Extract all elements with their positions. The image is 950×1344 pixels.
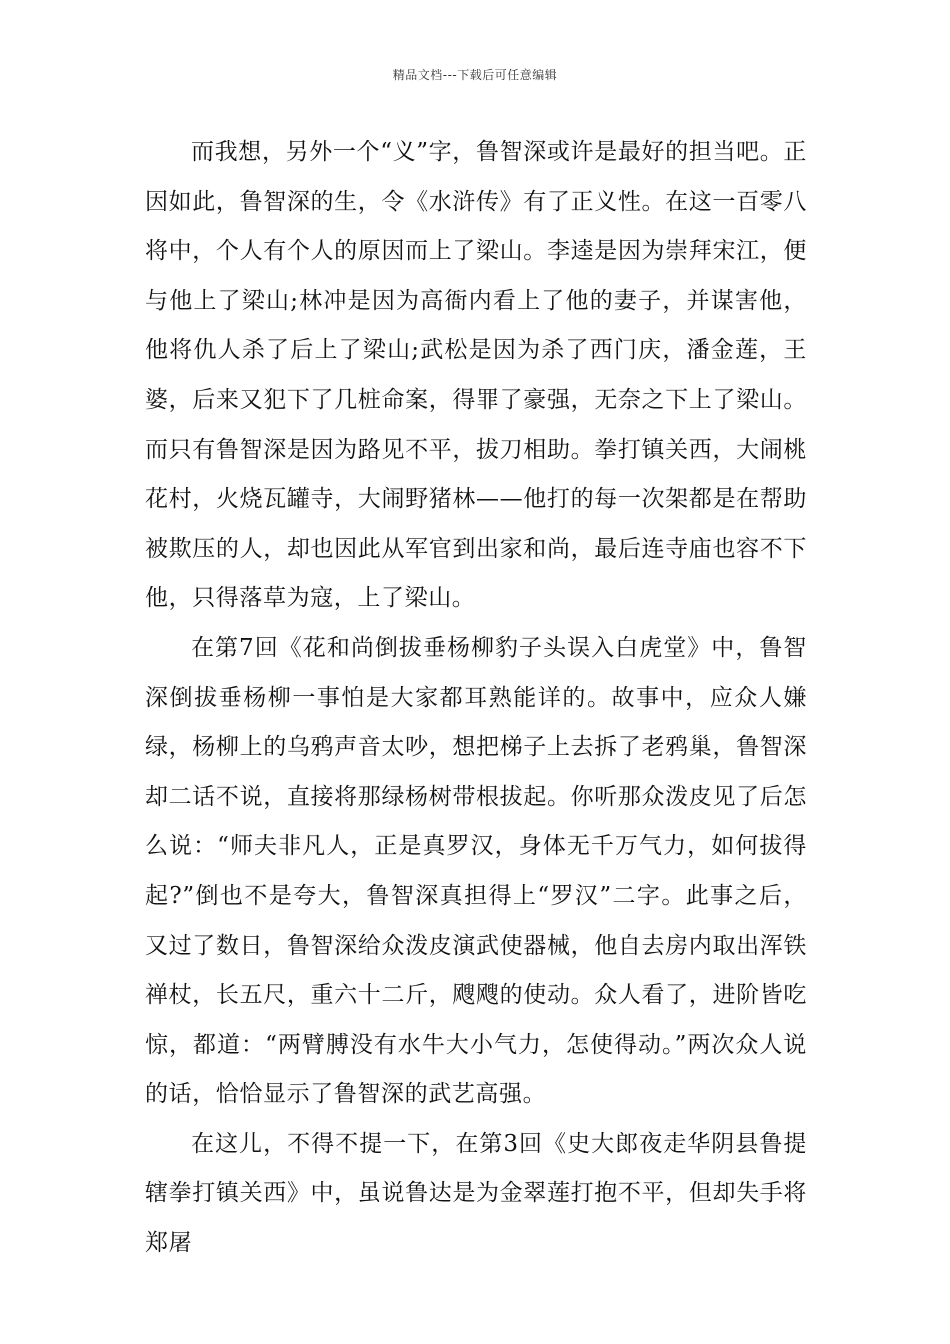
document-body — [145, 128, 807, 1269]
page-header: 精品文档---下载后可任意编辑 — [392, 68, 558, 82]
paragraph-2: 在第7回《花和尚倒拔垂杨柳豹子头误入白虎堂》中，鲁智深倒拔垂杨柳一事怕是大家都耳熟能详的。故事中，应众人嫌绿，杨柳上的乌鸦声音太吵，想把梯子上去拆了老鸦巢，鲁智深却二话不说，直接将那绿杨树带根拔起。你听那众泼皮见了后怎么说：“师夫非凡人，正是真罗汉，身体无千万气力，如何拔得起?”倒也不是夸大，鲁智深真担得上“罗汉”二字。此事之后，又过了数日，鲁智深给众泼皮演武使器械，他自去房内取出浑铁禅杖，长五尺，重六十二斤，飕飕的使动。众人看了，进阶皆吃惊，都道：“两臂膊没有水牛大小气力，怎使得动。”两次众人说的话，恰恰显示了鲁智深的武艺高强。 — [145, 634, 807, 1108]
paragraph-1: 而我想，另外一个“义”字，鲁智深或许是最好的担当吧。正因如此，鲁智深的生，令《水浒传》有了正义性。在这一百零八将中，个人有个人的原因而上了梁山。李逵是因为崇拜宋江，便与他上了梁山;林冲是因为高衙内看上了他的妻子，并谋害他，他将仇人杀了后上了梁山;武松是因为杀了西门庆，潘金莲，王婆，后来又犯下了几桩命案，得罪了豪强，无奈之下上了梁山。而只有鲁智深是因为路见不平，拔刀相助。拳打镇关西，大闹桃花村，火烧瓦罐寺，大闹野猪林——他打的每一次架都是在帮助被欺压的人，却也因此从军官到出家和尚，最后连寺庙也容不下他，只得落草为寇，上了梁山。 — [145, 139, 807, 612]
paragraph-3: 在这儿，不得不提一下，在第3回《史大郎夜走华阴县鲁提辖拳打镇关西》中，虽说鲁达是为金翠莲打抱不平，但却失手将郑屠 — [145, 1130, 807, 1257]
